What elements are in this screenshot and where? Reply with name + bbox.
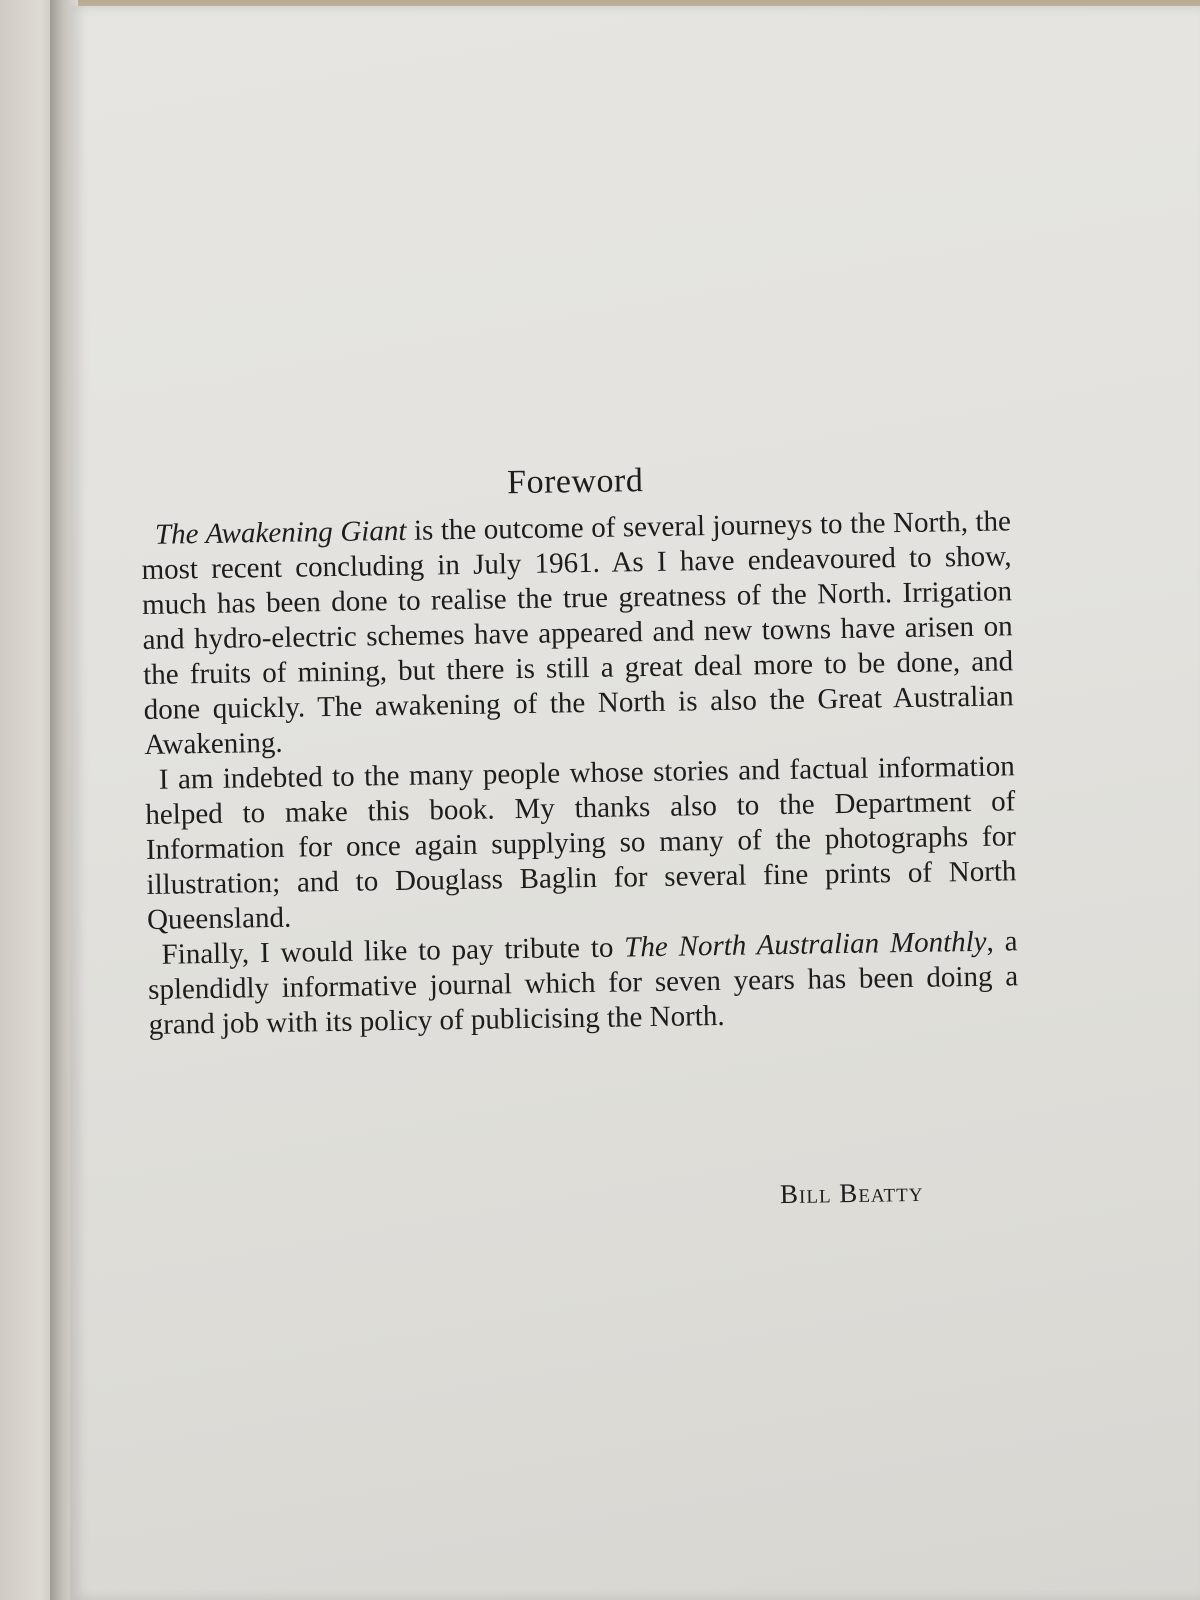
book-title-italic: The Awakening Giant	[154, 514, 407, 551]
foreword-text-block	[140, 456, 1019, 1043]
paragraph-3-text-before: Finally, I would like to pay tribute to	[161, 931, 625, 971]
foreword-heading: Foreword	[506, 462, 644, 502]
author-signature: Bill Beatty	[779, 1176, 924, 1210]
paragraph-1-text: is the outcome of several journeys to the North, the most recent concluding in July 1961. As I have endeavoured to show, much has been done to realise the true greatness of the North. Irrigation and hydro-electric schemes have appeared and new towns have arisen on the fruits of mining, but there is still a great deal more to be done, and done quickly. The awakening of the North is also the Great Australian Awakening.	[141, 505, 1014, 761]
paragraph-3-text-after: , a splendidly informative journal which for seven years has been doing a grand job with its policy of publicising the North.	[147, 925, 1019, 1041]
paragraph-2	[145, 749, 1018, 938]
paragraph-2-text: I am indebted to the many people whose stories and factual information helped to make this book. My thanks also to the Department of Information for once again supplying so many of the photographs for illustration; and to Douglass Baglin for several fine prints of North Queensland.	[145, 750, 1017, 936]
paragraph-3	[147, 924, 1019, 1043]
journal-title-italic: The North Australian Monthly	[624, 925, 987, 964]
paragraph-1	[141, 504, 1015, 763]
